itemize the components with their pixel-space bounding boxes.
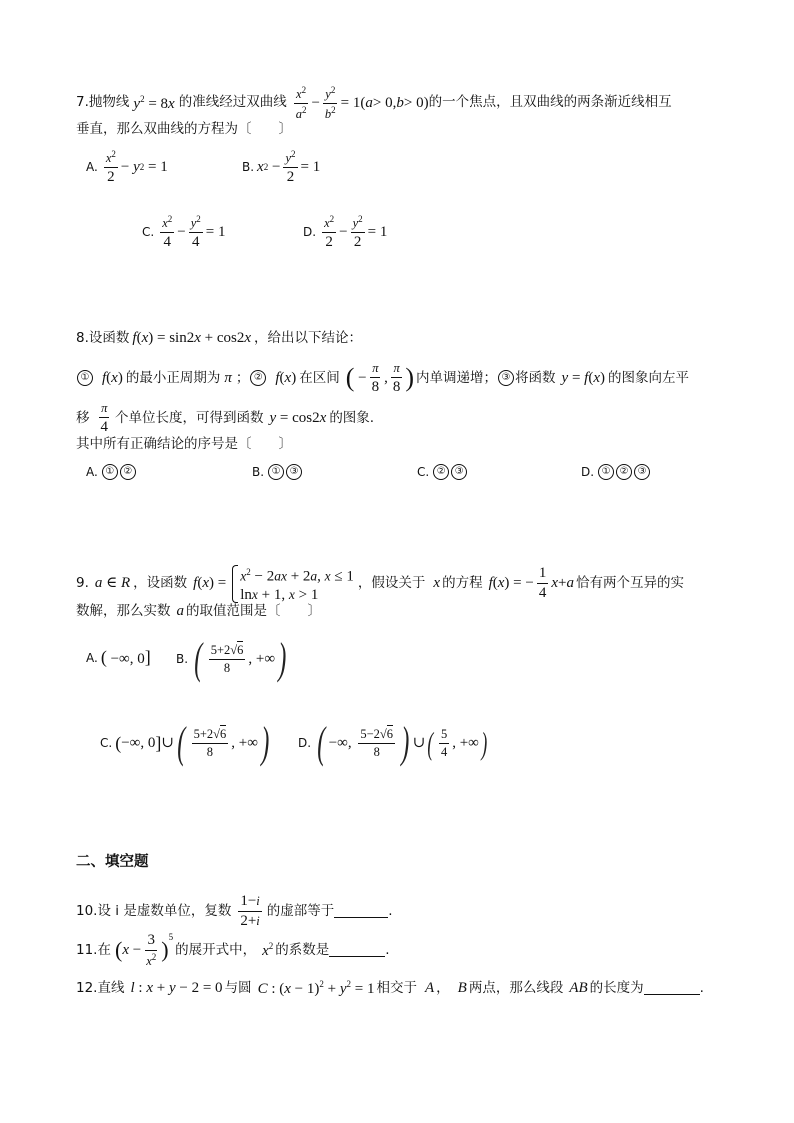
q8-line1: 8. 设函数 f(x) = sin2x + cos2x ，给出以下结论： — [76, 329, 363, 346]
q9-option-b[interactable]: B. ( $\frac{5+2√6}{8}$ , +∞ ) — [176, 634, 287, 683]
q9-option-d[interactable]: D. ( −∞, $\frac{5-2√6}{8}$ ) ∪ ( $\frac{5}{4}$ , +∞ ) — [298, 718, 488, 767]
q7-hyperbola: $\frac{x^2}{a^2}$ − $\frac{y^2}{b^2}$ = 1 ( a > 0, b > 0) — [295, 85, 429, 121]
q7-line1: 7. 抛物线 $y^2 = 8x$ 的准线经过双曲线 $\frac{x^2}{a^2}$ − $\frac{y^2}{b^2}$ = 1 ( a > 0, b > 0) 的一个焦点，且双曲线的两条渐近线相互 — [76, 85, 672, 121]
q8-number: 8. — [76, 329, 89, 346]
q10-line: 10. 设 i 是虚数单位，复数 $\frac{1-i}{2+i}$ 的虚部等于 . — [76, 893, 393, 929]
q8-option-c[interactable]: C. ② ③ — [417, 464, 468, 480]
q12-answer-blank[interactable] — [644, 982, 700, 995]
q8-option-d[interactable]: D. ① ② ③ — [581, 464, 651, 480]
q7-option-b[interactable]: B. x 2 − $\frac{y^2}{2}$ = 1 — [242, 149, 321, 185]
q11-line: 11. 在 ( x − $\frac{3}{x^2}$ ) 5 的展开式中， $x^2$ 的系数是 . — [76, 932, 390, 969]
q8-option-a[interactable]: A. ① ② — [86, 464, 137, 480]
q9-line1: 9. a ∈ R ，设函数 f(x) = $x^2 - 2ax + 2a$, x ≤ 1 lnx + 1, x > 1 ，假设关于 x 的方程 f ( x ) = − $\frac{1}{4}$ x + a 恰有两个互异的实 — [76, 565, 684, 603]
q8-option-b[interactable]: B. ① ③ — [252, 464, 303, 480]
q12-line: 12. 直线 l : x + y − 2 = 0 与圆 C : $(x - 1)^2 + y^2 = 1$ 相交于 A ， B 两点，那么线段 AB 的长度为 . — [76, 979, 704, 997]
q11-answer-blank[interactable] — [329, 944, 385, 957]
q10-number: 10. — [76, 902, 98, 919]
q7-number: 7. — [76, 94, 89, 111]
q9-option-a[interactable]: A. ( −∞, 0] — [86, 647, 151, 667]
q7-option-a[interactable]: A. $\frac{x^2}{2}$ − y 2 = 1 — [86, 149, 168, 185]
q8-line3: 移 $\frac{\pi}{4}$ 个单位长度，可得到函数 y = cos2x 的图象. — [76, 401, 375, 435]
q12-number: 12. — [76, 979, 98, 996]
q8-line2: ① f(x) 的最小正周期为 π ； ② f(x) 在区间 ( − $\frac{\pi}{8}$ , $\frac{\pi}{8}$ ) 内单调递增； ③ 将函数 y = f(x) 的图象向左平 — [76, 362, 689, 395]
q8-line4: 其中所有正确结论的序号是〔 〕 — [76, 436, 292, 452]
q7-line2: 垂直，那么双曲线的方程为〔 〕 — [76, 121, 292, 137]
section-title: 二、填空题 — [76, 854, 149, 870]
q11-number: 11. — [76, 941, 98, 958]
q7-option-d[interactable]: D. $\frac{x^2}{2}$ − $\frac{y^2}{2}$ = 1 — [303, 214, 388, 250]
q10-answer-blank[interactable] — [334, 905, 388, 918]
q7-parabola: $y^2 = 8x$ — [133, 93, 175, 112]
q9-line2: 数解，那么实数 a 的取值范围是〔 〕 — [76, 602, 321, 619]
q9-option-c[interactable]: C. ( −∞, 0 ] ∪ ( $\frac{5+2√6}{8}$ , +∞ ) — [100, 718, 270, 767]
q7-option-c[interactable]: C. $\frac{x^2}{4}$ − $\frac{y^2}{4}$ = 1 — [142, 214, 226, 250]
q9-number: 9. — [76, 575, 89, 591]
q9-piecewise: $x^2 - 2ax + 2a$, x ≤ 1 lnx + 1, x > 1 — [232, 564, 354, 604]
